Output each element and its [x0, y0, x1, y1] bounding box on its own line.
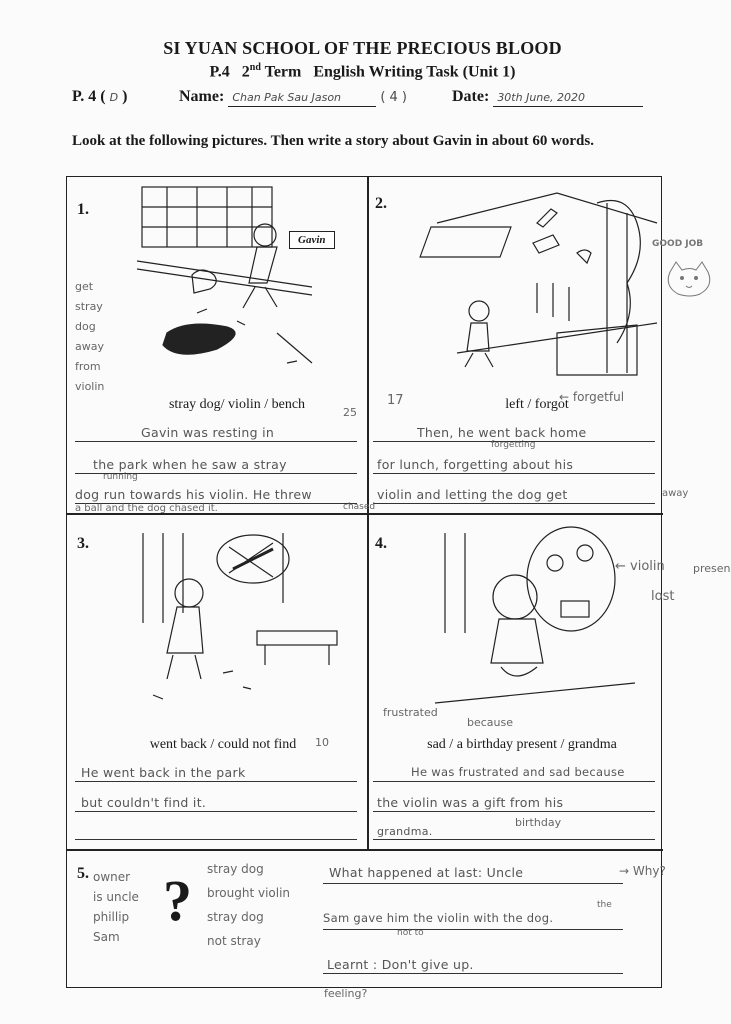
panel-2-caption: left / forgot [505, 397, 569, 412]
writing-line [75, 781, 357, 782]
task-rest: Term English Writing Task (Unit 1) [264, 63, 516, 81]
writing-line [373, 811, 655, 812]
writing-line [75, 839, 357, 840]
grid-divider-row2 [67, 849, 663, 851]
task-prefix: P.4 [209, 63, 230, 81]
panel-3-score: 10 [315, 736, 329, 749]
class-label: P. 4 ( [72, 88, 106, 105]
writing-line [373, 839, 655, 840]
term-number: 2 [241, 63, 250, 81]
writing-line [323, 929, 623, 930]
note-running: running [103, 472, 138, 482]
writing-line [373, 473, 655, 474]
task-title [0, 62, 725, 81]
panel-number: 1. [77, 201, 89, 218]
writing-line [323, 883, 623, 884]
good-job-text: GOOD JOB [652, 239, 704, 249]
story-line: but couldn't find it. [81, 795, 207, 810]
story-line: Gavin was resting in [141, 425, 275, 440]
story-line: grandma. [377, 825, 433, 838]
date-field [452, 88, 643, 107]
date-underline [493, 88, 643, 107]
panel-2-illustration [437, 183, 657, 383]
note-middle: stray dog brought violin stray dog not stray [207, 862, 291, 948]
panel-number: 5. [77, 865, 89, 882]
story-extra: a ball and the dog chased it. [75, 503, 218, 514]
story-line: He went back in the park [81, 765, 246, 780]
instructions: Look at the following pictures. Then write a story about Gavin in about 60 words. [72, 133, 594, 149]
student-number: ( 4 ) [380, 90, 407, 105]
class-close: ) [122, 88, 128, 105]
margin-note-left: get stray dog away from violin [75, 280, 105, 393]
note-not-to: not to [397, 928, 424, 938]
panel-1-illustration [137, 183, 317, 383]
note-away: away [662, 488, 689, 499]
date-value: 30th June, 2020 [497, 91, 586, 104]
good-job-stamp [648, 232, 720, 302]
story-line: the violin was a gift from his [377, 795, 564, 810]
class-field [72, 88, 127, 106]
note-the: the [597, 900, 612, 910]
name-value: Chan Pak Sau Jason [232, 91, 342, 104]
note-owner: owner is uncle phillip Sam [93, 870, 139, 944]
name-underline [228, 88, 376, 107]
panel-number: 3. [77, 535, 89, 552]
gavin-label: Gavin [289, 231, 335, 249]
panel-1-caption: stray dog/ violin / bench [168, 397, 306, 412]
note-forgetful: ← forgetful [559, 390, 625, 404]
writing-line [373, 503, 655, 504]
story-line: He was frustrated and sad because [411, 765, 625, 779]
story-line: Sam gave him the violin with the dog. [323, 911, 554, 925]
note-birthday: birthday [515, 816, 562, 829]
story-line: Then, he went back home [417, 425, 587, 440]
term-sup: nd [249, 62, 261, 73]
panel-3-caption: went back / could not find [149, 737, 297, 752]
writing-line [75, 441, 357, 442]
story-line: the park when he saw a stray [93, 457, 287, 472]
panel-2-number-note: 17 [387, 393, 404, 408]
writing-line [373, 781, 655, 782]
note-feeling: feeling? [324, 987, 368, 1000]
note-why: → Why? [619, 864, 666, 878]
story-line: What happened at last: Uncle [329, 865, 524, 880]
panel-number: 2. [375, 195, 387, 212]
story-line: for lunch, forgetting about his [377, 457, 574, 472]
panel-1-score: 25 [343, 406, 357, 419]
writing-line [75, 811, 357, 812]
class-value: D [109, 91, 119, 104]
note-lost: lost [651, 589, 675, 604]
note-violin: ← violin [615, 559, 665, 574]
note-chased: chased [343, 502, 376, 512]
note-because: because [467, 716, 514, 729]
question-mark: ? [163, 868, 192, 933]
story-line: dog run towards his violin. He threw [75, 487, 312, 502]
panel-3-illustration [133, 523, 333, 713]
note-frustrated: frustrated [383, 706, 438, 719]
date-label: Date: [452, 88, 490, 105]
note-present: presen [693, 562, 731, 575]
writing-line [323, 973, 623, 974]
name-label: Name: [179, 88, 225, 105]
name-field [179, 88, 407, 107]
story-line: violin and letting the dog get [377, 487, 568, 502]
panel-number: 4. [375, 535, 387, 552]
school-name: SI YUAN SCHOOL OF THE PRECIOUS BLOOD [163, 38, 562, 58]
story-line: Learnt : Don't give up. [327, 957, 474, 972]
note-forgetting: forgetting [491, 440, 536, 450]
panel-4-illustration [435, 523, 635, 713]
panel-4-caption: sad / a birthday present / grandma [427, 737, 617, 752]
